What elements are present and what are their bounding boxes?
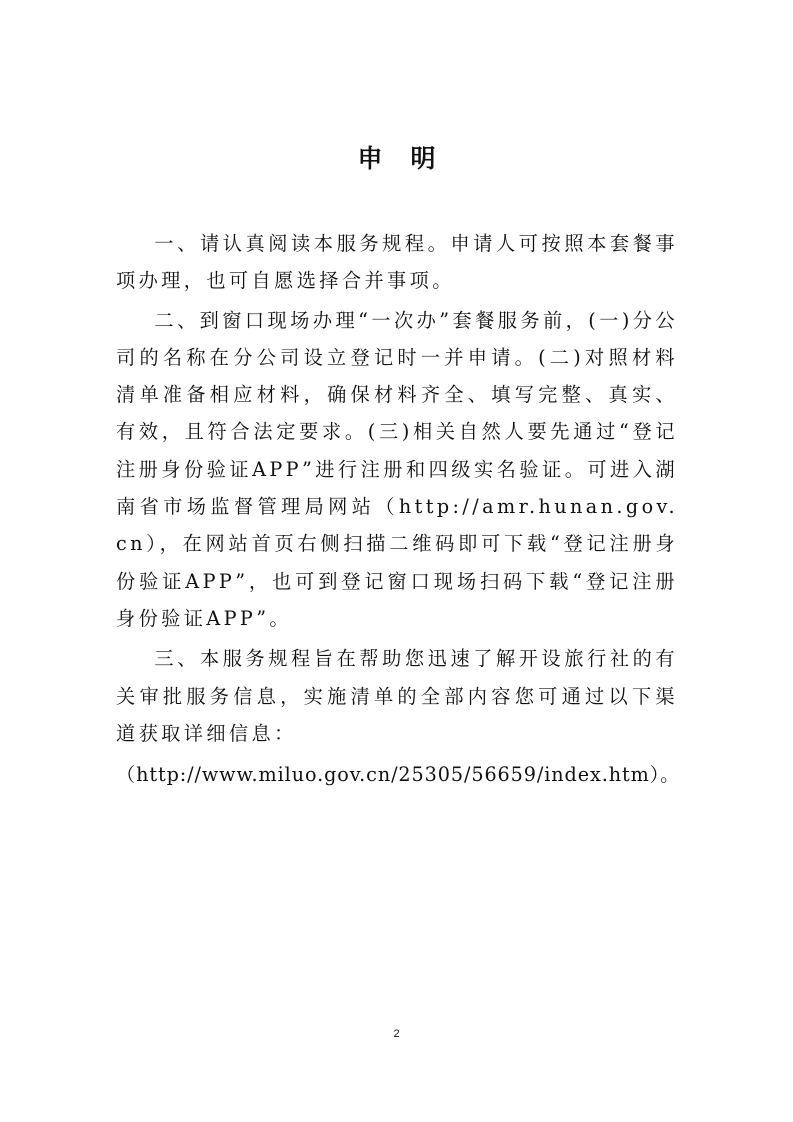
- page-number: 2: [393, 1028, 400, 1040]
- source-url-line: （http://www.miluo.gov.cn/25305/56659/index.htm）。: [116, 763, 681, 786]
- paragraph-3: 三、本服务规程旨在帮助您迅速了解开设旅行社的有关审批服务信息，实施清单的全部内容您可通过以下渠道获取详细信息：: [116, 647, 678, 745]
- page-title: 申明: [357, 144, 464, 173]
- body-text: [116, 225, 678, 752]
- paragraph-2: 二、到窗口现场办理“一次办”套餐服务前，(一)分公司的名称在分公司设立登记时一并申请。(二)对照材料清单准备相应材料，确保材料齐全、填写完整、真实、有效，且符合法定要求。(三)相关自然人要先通过“登记注册身份验证APP”进行注册和四级实名验证。可进入湖南省市场监督管理局网站（http://amr.hunan.gov.cn），在网站首页右侧扫描二维码即可下载“登记注册身份验证APP”，也可到登记窗口现场扫码下载“登记注册身份验证APP”。: [116, 308, 678, 630]
- paragraph-1: 一、请认真阅读本服务规程。申请人可按照本套餐事项办理，也可自愿选择合并事项。: [116, 232, 678, 293]
